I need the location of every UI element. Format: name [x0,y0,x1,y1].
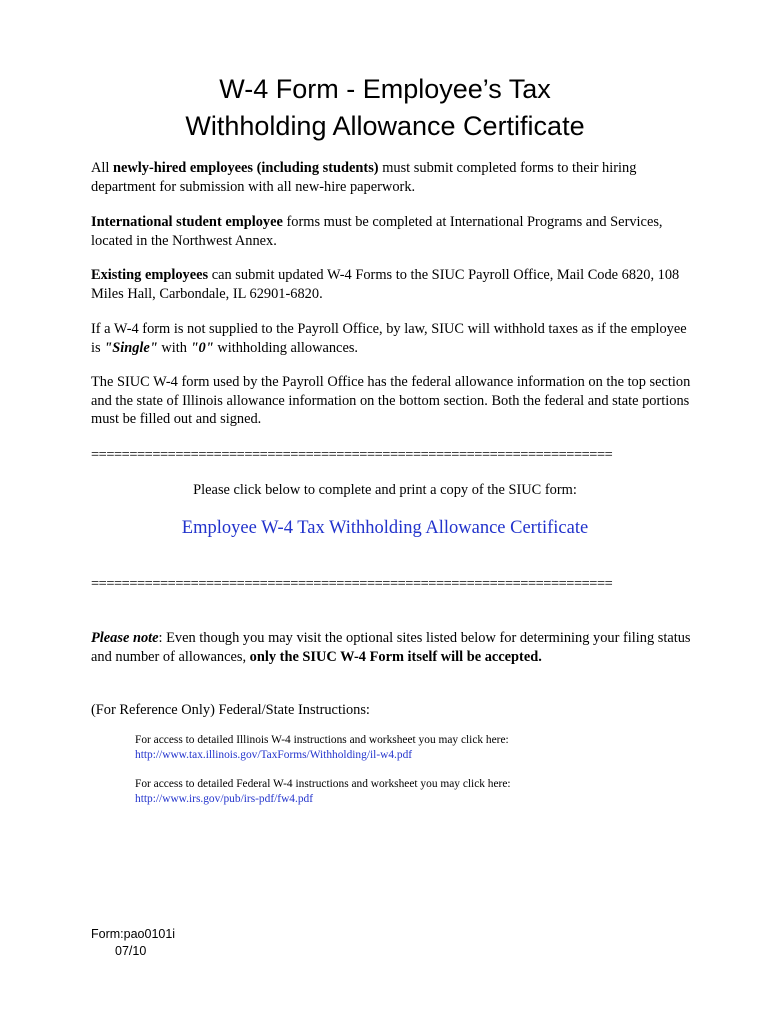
single-status: "Single" [104,339,158,356]
note-label: Please note [91,630,159,646]
international-post: forms must be completed at International Programs and Services, located in the Northwest Annex. [91,214,663,249]
note-bold: only the SIUC W-4 Form itself will be accepted. [249,648,542,665]
intro-bold: newly-hired employees (including students) [113,160,379,176]
international-paragraph [91,213,691,250]
form-date: 07/10 [115,944,147,958]
federal-state-paragraph: The SIUC W-4 form used by the Payroll Office has the federal allowance information on the top section and the state of Illinois allowance information on the bottom section. Both the federal and state portions must be filled out and signed. [91,374,691,427]
w4-form-link[interactable]: Employee W-4 Tax Withholding Allowance Certificate [181,518,589,538]
page-title [0,71,770,145]
existing-bold: Existing employees [91,267,209,283]
title-line-1: W-4 Form - Employee’s Tax [219,74,551,104]
title-line-2: Withholding Allowance Certificate [185,111,585,141]
form-footer [91,926,175,960]
click-below-text: Please click below to complete and print a copy of the SIUC form: [193,482,577,498]
international-bold: International student employee [91,214,283,230]
separator-top: ==================================================================== [91,447,613,463]
form-code: Form:pao0101i [91,927,176,941]
default-withholding-paragraph [91,320,691,357]
illinois-w4-link[interactable]: http://www.tax.illinois.gov/TaxForms/Withholding/il-w4.pdf [135,749,413,761]
federal-text: For access to detailed Federal W-4 instructions and worksheet you may click here: [135,778,511,790]
note-paragraph [91,629,691,666]
illinois-instructions [135,733,695,763]
reference-heading: (For Reference Only) Federal/State Instructions: [91,702,370,718]
existing-post: can submit updated W-4 Forms to the SIUC Payroll Office, Mail Code 6820, 108 Miles Hall, Carbondale, IL 62901-6820. [91,267,680,302]
existing-paragraph [91,266,691,303]
zero-allowances: "0" [190,339,214,356]
note-text: : Even though you may visit the optional sites listed below for determining your filing status and number of allowances, [91,630,691,665]
intro-paragraph [91,159,691,196]
intro-post: must submit completed forms to their hiring department for submission with all new-hire paperwork. [91,160,637,195]
federal-w4-link[interactable]: http://www.irs.gov/pub/irs-pdf/fw4.pdf [135,793,314,805]
federal-instructions [135,777,695,807]
default-post: withholding allowances. [213,339,359,356]
illinois-text: For access to detailed Illinois W-4 instructions and worksheet you may click here: [135,734,509,746]
default-pre: If a W-4 form is not supplied to the Payroll Office, by law, SIUC will withhold taxes as if the employee is [91,321,687,356]
separator-bottom: ==================================================================== [91,576,613,592]
default-mid: with [157,339,191,356]
intro-pre: All [91,160,113,176]
